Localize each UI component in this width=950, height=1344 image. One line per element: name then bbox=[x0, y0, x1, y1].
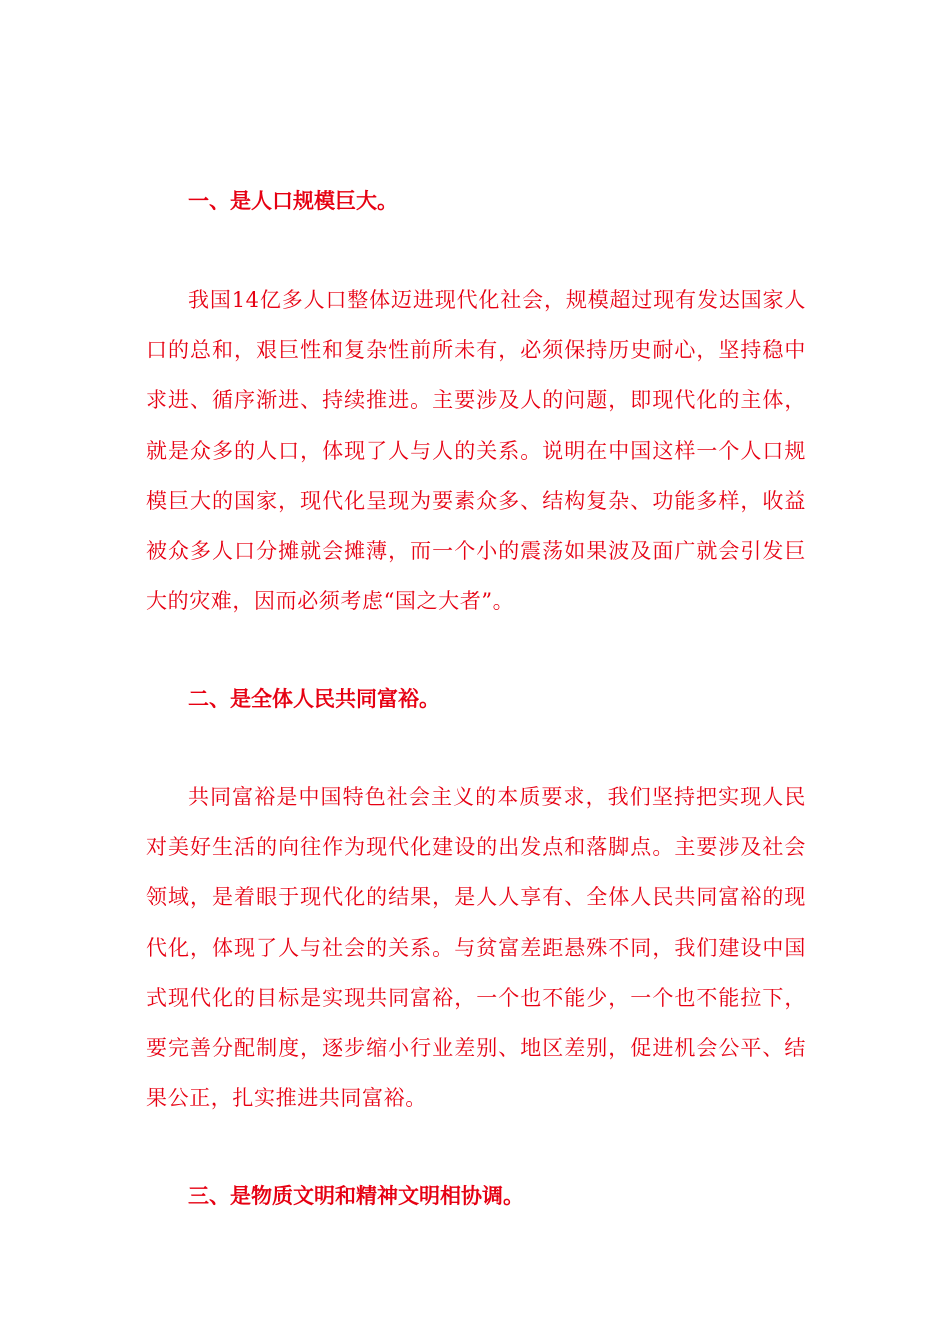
section-heading-2: 二、是全体人民共同富裕。 bbox=[188, 686, 440, 711]
section-paragraph-2: 共同富裕是中国特色社会主义的本质要求，我们坚持把实现人民对美好生活的向往作为现代化建设的出发点和落脚点。主要涉及社会领域，是着眼于现代化的结果，是人人享有、全体人民共同富裕的现代化，体现了人与社会的关系。与贫富差距悬殊不同，我们建设中国式现代化的目标是实现共同富裕，一个也不能少，一个也不能拉下，要完善分配制度，逐步缩小行业差别、地区差别，促进机会公平、结果公正，扎实推进共同富裕。 bbox=[146, 785, 806, 1111]
section-paragraph-1: 我国14亿多人口整体迈进现代化社会，规模超过现有发达国家人口的总和，艰巨性和复杂性前所未有，必须保持历史耐心，坚持稳中求进、循序渐进、持续推进。主要涉及人的问题，即现代化的主体，就是众多的人口，体现了人与人的关系。说明在中国这样一个人口规模巨大的国家，现代化呈现为要素众多、结构复杂、功能多样，收益被众多人口分摊就会摊薄，而一个小的震荡如果波及面广就会引发巨大的灾难，因而必须考虑“国之大者”。 bbox=[146, 288, 806, 614]
section-heading-1: 一、是人口规模巨大。 bbox=[188, 188, 398, 213]
section-heading-3: 三、是物质文明和精神文明相协调。 bbox=[188, 1183, 524, 1208]
